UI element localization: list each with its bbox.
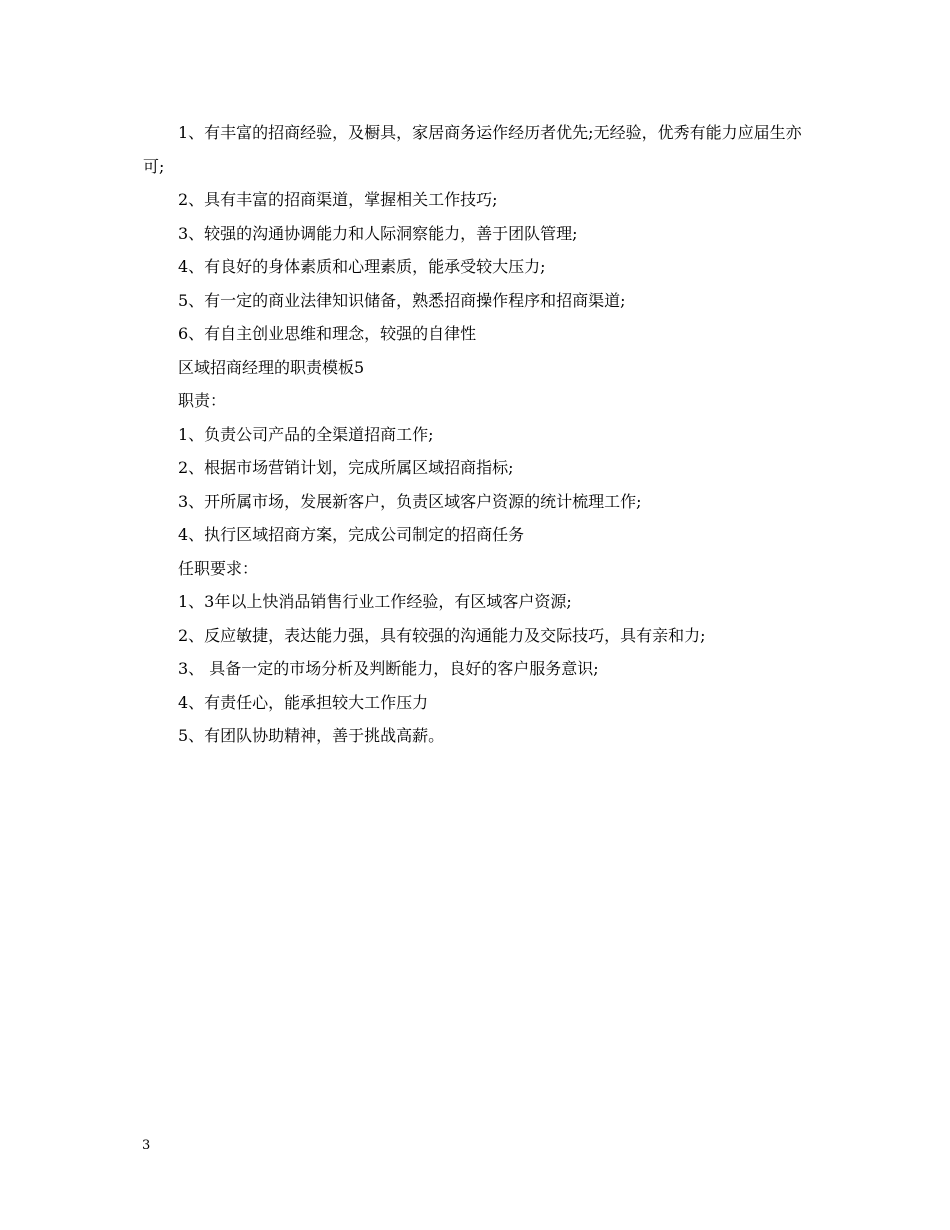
job-requirements-heading: 任职要求： [178,558,259,578]
document-body [143,116,813,753]
paragraph-requirement-4: 4、有良好的身体素质和心理素质，能承受较大压力; [178,257,546,276]
duties-heading: 职责： [178,391,227,410]
paragraph-job-requirement-1: 1、3年以上快消品销售行业工作经验，有区域客户资源; [178,592,572,611]
paragraph-requirement-2: 2、具有丰富的招商渠道，掌握相关工作技巧; [178,190,498,209]
paragraph-duty-3: 3、开所属市场，发展新客户，负责区域客户资源的统计梳理工作; [178,491,642,511]
paragraph-requirement-5: 5、有一定的商业法律知识储备，熟悉招商操作程序和招商渠道; [178,290,626,310]
paragraph-requirement-6: 6、有自主创业思维和理念，较强的自律性 [178,324,477,343]
paragraph-requirement-1: 1、有丰富的招商经验，及橱具，家居商务运作经历者优先;无经验，优秀有能力应届生亦可; [143,123,802,176]
paragraph-duty-2: 2、根据市场营销计划，完成所属区域招商指标; [178,458,514,477]
paragraph-job-requirement-3: 3、 具备一定的市场分析及判断能力，良好的客户服务意识; [178,659,599,678]
paragraph-duty-1: 1、负责公司产品的全渠道招商工作; [178,424,434,444]
paragraph-requirement-3: 3、较强的沟通协调能力和人际洞察能力，善于团队管理; [178,223,578,243]
section-heading-template-5: 区域招商经理的职责模板5 [178,357,365,377]
page-number: 3 [142,1138,151,1153]
paragraph-job-requirement-4: 4、有责任心，能承担较大工作压力 [178,692,429,712]
paragraph-duty-4: 4、执行区域招商方案，完成公司制定的招商任务 [178,525,525,544]
paragraph-job-requirement-2: 2、反应敏捷，表达能力强，具有较强的沟通能力及交际技巧，具有亲和力; [178,625,706,645]
paragraph-job-requirement-5: 5、有团队协助精神，善于挑战高薪。 [178,726,445,745]
